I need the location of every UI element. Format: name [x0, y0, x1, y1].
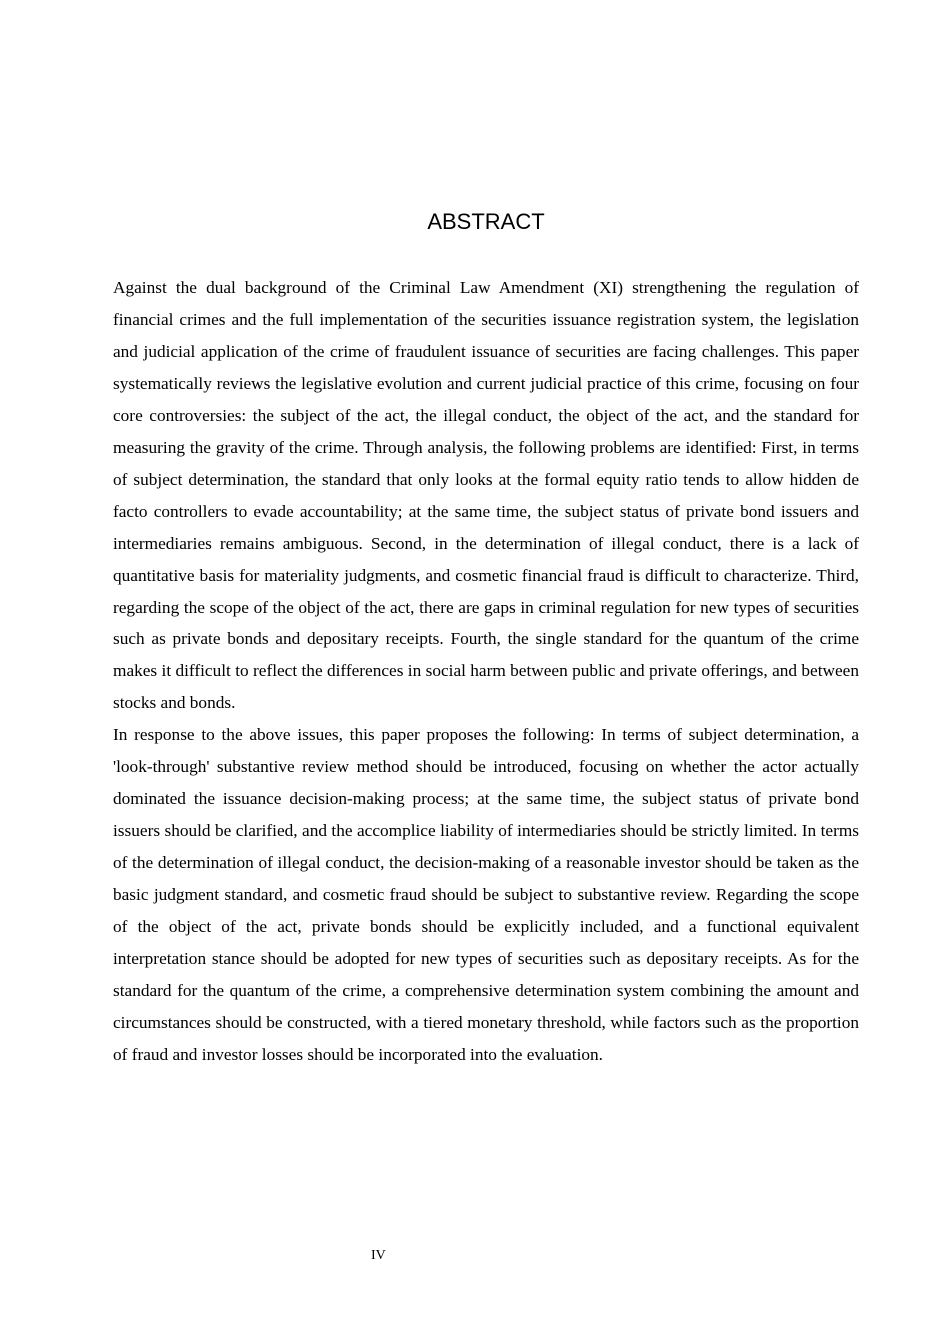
abstract-heading: ABSTRACT: [427, 209, 545, 234]
abstract-body: [113, 272, 859, 1071]
abstract-paragraph-1: Against the dual background of the Criminal Law Amendment (XI) strengthening the regulation of financial crimes and the full implementation of the securities issuance registration system, the legislation and judicial application of the crime of fraudulent issuance of securities are facing challenges. This paper systematically reviews the legislative evolution and current judicial practice of this crime, focusing on four core controversies: the subject of the act, the illegal conduct, the object of the act, and the standard for measuring the gravity of the crime. Through analysis, the following problems are identified: First, in terms of subject determination, the standard that only looks at the formal equity ratio tends to allow hidden de facto controllers to evade accountability; at the same time, the subject status of private bond issuers and intermediaries remains ambiguous. Second, in the determination of illegal conduct, there is a lack of quantitative basis for materiality judgments, and cosmetic financial fraud is difficult to characterize. Third, regarding the scope of the object of the act, there are gaps in criminal regulation for new types of securities such as private bonds and depositary receipts. Fourth, the single standard for the quantum of the crime makes it difficult to reflect the differences in social harm between public and private offerings, and between stocks and bonds.: [113, 278, 859, 713]
abstract-paragraph-2: In response to the above issues, this paper proposes the following: In terms of subject determination, a 'look-through' substantive review method should be introduced, focusing on whether the actor actually dominated the issuance decision-making process; at the same time, the subject status of private bond issuers should be clarified, and the accomplice liability of intermediaries should be strictly limited. In terms of the determination of illegal conduct, the decision-making of a reasonable investor should be taken as the basic judgment standard, and cosmetic fraud should be subject to substantive review. Regarding the scope of the object of the act, private bonds should be explicitly included, and a functional equivalent interpretation stance should be adopted for new types of securities such as depositary receipts. As for the standard for the quantum of the crime, a comprehensive determination system combining the amount and circumstances should be constructed, with a tiered monetary threshold, while factors such as the proportion of fraud and investor losses should be incorporated into the evaluation.: [113, 725, 859, 1064]
page-number: IV: [371, 1248, 386, 1263]
